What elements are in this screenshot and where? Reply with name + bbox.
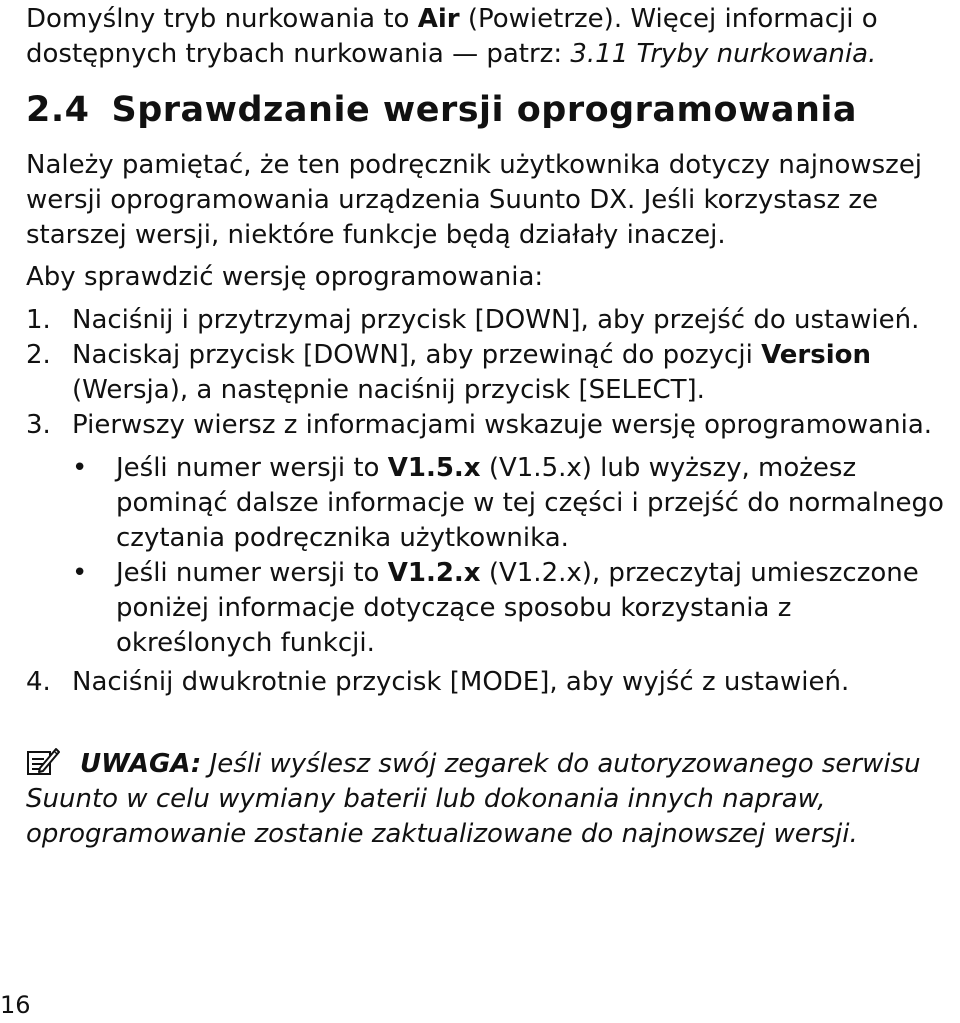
step-number: 1.: [26, 305, 51, 335]
air-mode-name: Air: [417, 4, 460, 34]
step-text: Pierwszy wiersz z informacjami wskazuje wersję oprogramowania.: [72, 410, 933, 440]
page-number: 16: [0, 991, 31, 1019]
note-text: Jeśli wyślesz swój zegarek do autoryzowanego serwisu Suunto w celu wymiany baterii lub dokonania innych napraw, oprogramowanie zostanie zaktualizowane do najnowszej wersji.: [26, 749, 921, 849]
step-text: Naciśnij i przytrzymaj przycisk [DOWN], aby przejść do ustawień.: [72, 305, 920, 335]
steps-list: [26, 303, 946, 700]
step-item-1: [26, 303, 946, 338]
version-number: V1.5.x: [387, 453, 481, 483]
bullet-text-end: (V1.5.x) lub wyższy, możesz pominąć dalsze informacje w tej części i przejść do normalnego czytania podręcznika użytkownika.: [116, 453, 944, 553]
manual-page: [26, 0, 946, 852]
paragraph-check-version-intro: Aby sprawdzić wersję oprogramowania:: [26, 262, 544, 292]
bullet-item-v15: [72, 451, 946, 556]
section-heading: [26, 90, 946, 130]
bullet-item-v12: [72, 556, 946, 661]
section-title-text: Sprawdzanie wersji oprogramowania: [111, 90, 858, 130]
intro-text-middle: (Powietrze). Więcej informacji o dostępnych trybach nurkowania — patrz:: [26, 4, 878, 69]
step-text: Naciśnij dwukrotnie przycisk [MODE], aby wyjść z ustawień.: [72, 667, 850, 697]
bullet-text: Jeśli numer wersji to: [116, 453, 388, 483]
step-text-end: (Wersja), a następnie naciśnij przycisk [SELECT].: [72, 375, 705, 405]
paragraph-software-version-notice: Należy pamiętać, że ten podręcznik użytkownika dotyczy najnowszej wersji oprogramowania urządzenia Suunto DX. Jeśli korzystasz ze starszej wersji, niektóre funkcje będą działały inaczej.: [26, 150, 923, 250]
step-item-4: [26, 665, 946, 700]
step-number: 3.: [26, 410, 51, 440]
intro-paragraph: [26, 2, 946, 72]
bullet-text-end: (V1.2.x), przeczytaj umieszczone poniżej informacje dotyczące sposobu korzystania z określonych funkcji.: [116, 558, 919, 658]
version-menu-name: Version: [761, 340, 871, 370]
step-item-2: [26, 338, 946, 408]
version-bullets: [72, 451, 946, 661]
note-label: UWAGA:: [80, 749, 202, 779]
section-number: 2.4: [26, 90, 90, 130]
version-number: V1.2.x: [387, 558, 481, 588]
intro-text-start: Domyślny tryb nurkowania to: [26, 4, 418, 34]
intro-period: .: [868, 39, 877, 69]
bullet-dot: •: [72, 558, 88, 588]
dive-modes-reference: 3.11 Tryby nurkowania: [570, 39, 869, 69]
step-number: 2.: [26, 340, 51, 370]
note-block: [26, 746, 946, 852]
step-text: Naciskaj przycisk [DOWN], aby przewinąć do pozycji: [72, 340, 762, 370]
bullet-dot: •: [72, 453, 88, 483]
bullet-text: Jeśli numer wersji to: [116, 558, 388, 588]
step-number: 4.: [26, 667, 51, 697]
note-pencil-icon: [26, 746, 60, 776]
step-item-3: [26, 408, 946, 661]
